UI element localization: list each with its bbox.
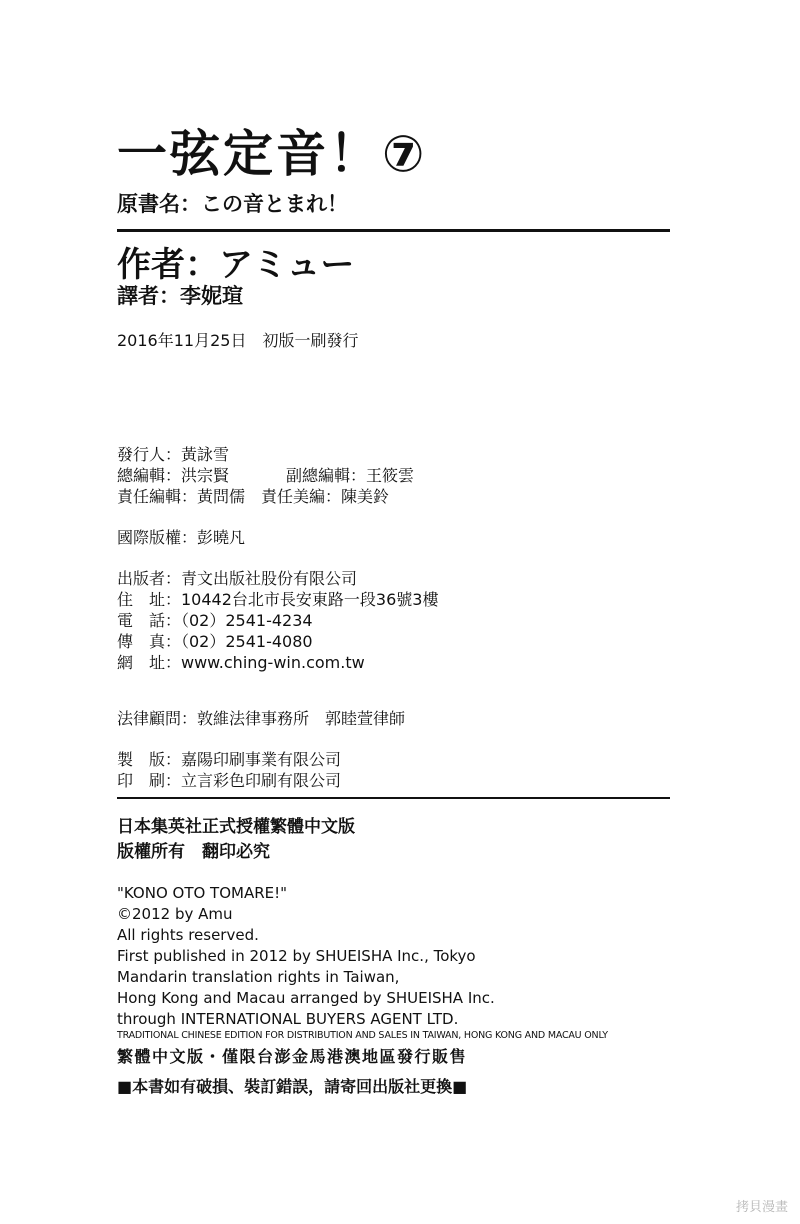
english-line: Hong Kong and Macau arranged by SHUEISHA Inc. (117, 989, 495, 1007)
watermark: 拷貝漫畫 (735, 1200, 788, 1215)
publisher-block (117, 568, 438, 673)
license-line-1: 日本集英社正式授權繁體中文版 (117, 817, 355, 837)
license-line-2: 版權所有 翻印必究 (117, 842, 270, 862)
publish-date: 2016年11月25日 初版一刷發行 (117, 331, 359, 350)
editor-in-chief: 總編輯：洪宗賢 (117, 466, 230, 485)
publisher-address: 住 址：10442台北市長安東路一段36號3樓 (117, 590, 439, 609)
english-line: First published in 2012 by SHUEISHA Inc., Tokyo (117, 947, 476, 965)
english-line: "KONO OTO TOMARE!" (117, 884, 288, 902)
publisher-fax: 傳 真：（02）2541-4080 (117, 632, 313, 651)
title-divider (117, 229, 670, 232)
license-block (117, 815, 355, 865)
plate-maker: 製 版：嘉陽印刷事業有限公司 (117, 750, 342, 769)
license-divider (117, 797, 670, 799)
publisher-website: 網 址：www.ching-win.com.tw (117, 653, 365, 672)
english-copyright (117, 883, 495, 1030)
deputy-editor: 副總編輯：王筱雲 (286, 466, 415, 485)
responsible-art-editor: 責任美編：陳美鈴 (261, 487, 390, 506)
sales-region-note: 繁體中文版・僅限台澎金馬港澳地區發行販售 (117, 1047, 468, 1066)
legal-counsel: 法律顧問：敦維法律事務所 郭睦萱律師 (117, 709, 406, 728)
staff-block (117, 444, 414, 507)
book-title: 一弦定音！⑦ (117, 125, 428, 183)
english-line: All rights reserved. (117, 926, 259, 944)
printing-block (117, 749, 341, 791)
english-line: ©2012 by Amu (117, 905, 233, 923)
english-line: through INTERNATIONAL BUYERS AGENT LTD. (117, 1010, 459, 1028)
printer: 印 刷：立言彩色印刷有限公司 (117, 771, 342, 790)
publisher-phone: 電 話：（02）2541-4234 (117, 611, 313, 630)
damage-notice: ■本書如有破損、裝訂錯誤，請寄回出版社更換■ (117, 1077, 468, 1096)
translator-line: 譯者：李妮瑄 (117, 284, 243, 308)
rights-manager: 國際版權：彭曉凡 (117, 528, 246, 547)
original-title: 原書名：この音とまれ！ (117, 192, 348, 216)
publisher-name: 出版者：青文出版社股份有限公司 (117, 569, 358, 588)
author-line: 作者：アミュー (117, 245, 355, 285)
english-line: Mandarin translation rights in Taiwan, (117, 968, 400, 986)
responsible-editor: 責任編輯：黃問儒 (117, 487, 246, 506)
publisher-person: 發行人：黃詠雪 (117, 445, 230, 464)
edition-note: TRADITIONAL CHINESE EDITION FOR DISTRIBUTION AND SALES IN TAIWAN, HONG KONG AND MACAU ONLY (117, 1030, 608, 1041)
